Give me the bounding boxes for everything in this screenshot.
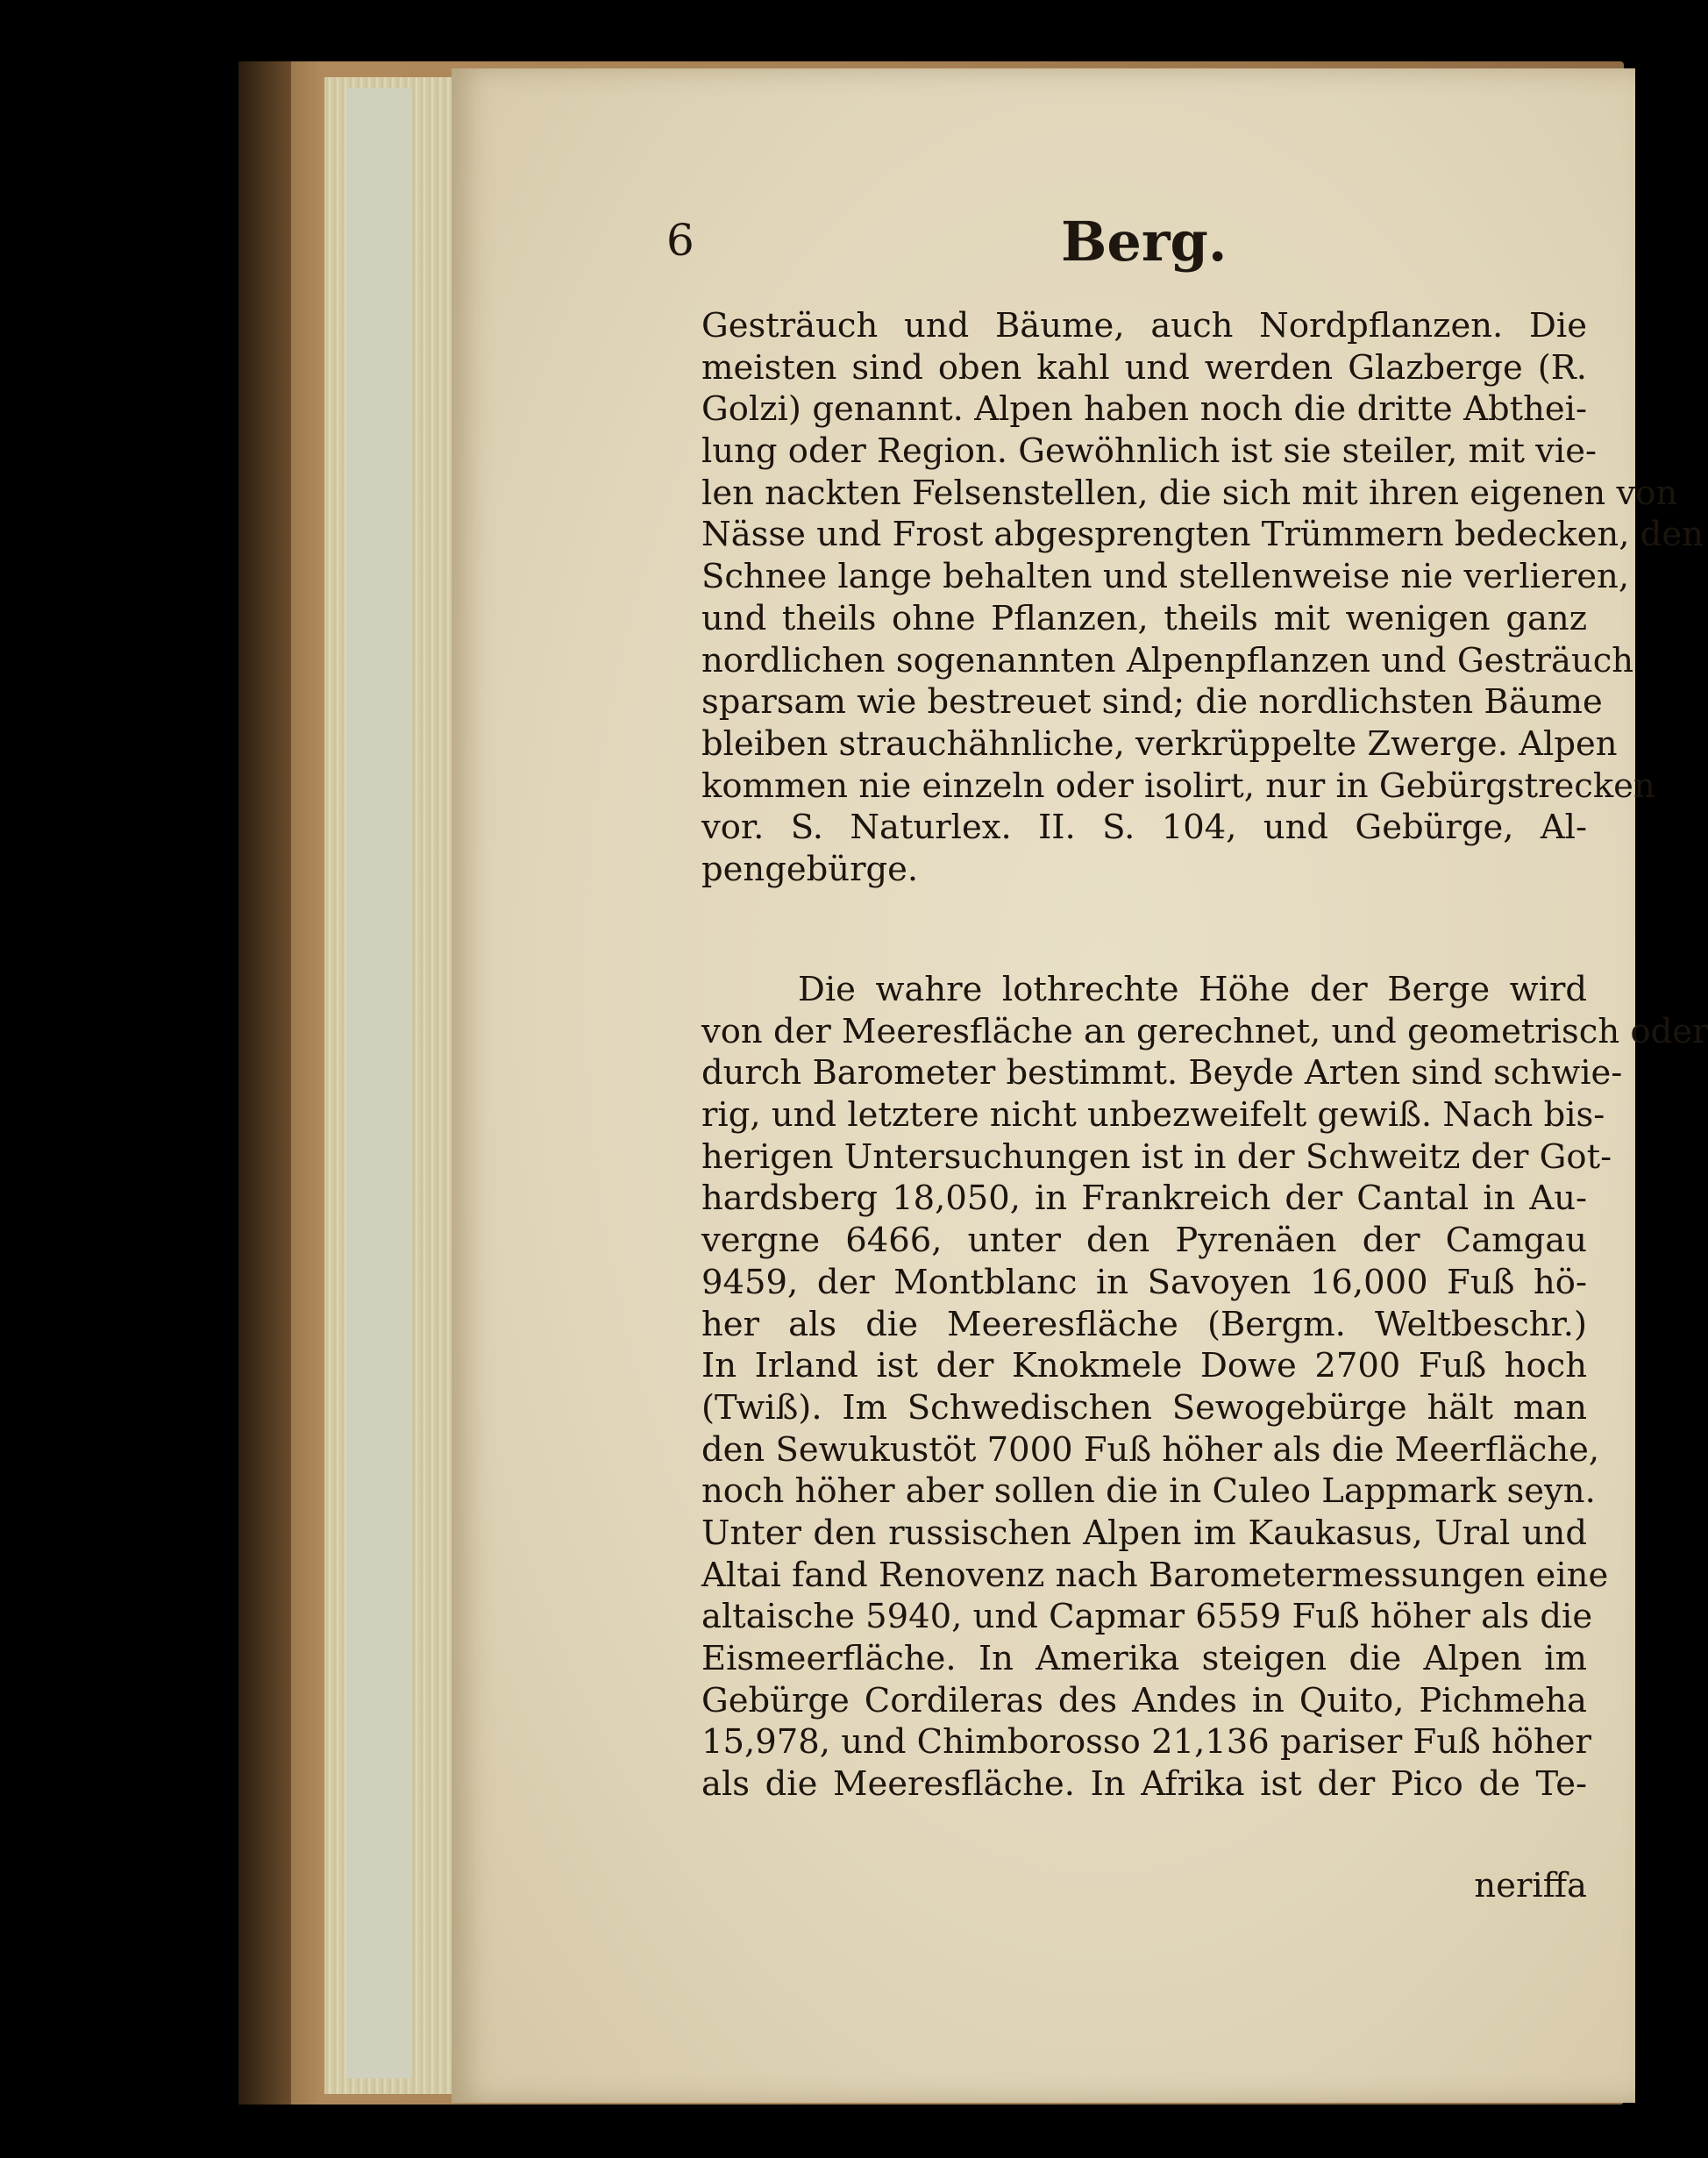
text-line: hardsberg 18,050, in Frankreich der Cantal in Au- [701, 1179, 1587, 1219]
text-line: vor. S. Naturlex. II. S. 104, und Gebürge, Al- [701, 808, 1587, 848]
book-spine [238, 61, 291, 2105]
text-line: durch Barometer bestimmt. Beyde Arten sind schwie- [701, 1053, 1623, 1093]
text-line: kommen nie einzeln oder isolirt, nur in Gebürgstrecken [701, 766, 1655, 806]
page-header [666, 210, 1578, 285]
text-line: von der Meeresfläche an gerechnet, und geometrisch oder [701, 1011, 1708, 1051]
text-line: 15,978, und Chimborosso 21,136 pariser Fuß höher [701, 1722, 1591, 1763]
text-line: bleiben strauchähnliche, verkrüppelte Zwerge. Alpen [701, 723, 1618, 764]
text-line: rig, und letztere nicht unbezweifelt gewiß. Nach bis- [701, 1095, 1605, 1136]
text-line: als die Meeresfläche. In Afrika ist der Pico de Te- [701, 1764, 1587, 1805]
flyleaf [346, 88, 412, 2078]
text-line: den Sewukustöt 7000 Fuß höher als die Meerfläche, [701, 1429, 1600, 1470]
text-line: nordlichen sogenannten Alpenpflanzen und Gesträuch [701, 640, 1634, 680]
paragraph-1 [701, 305, 1704, 891]
text-line: sparsam wie bestreuet sind; die nordlichsten Bäume [701, 682, 1603, 723]
text-line: len nackten Felsenstellen, die sich mit ihren eigenen von [701, 473, 1678, 513]
text-line: Altai fand Renovenz nach Barometermessungen eine [701, 1555, 1609, 1595]
text-line: lung oder Region. Gewöhnlich ist sie steiler, mit vie- [701, 431, 1598, 472]
text-line: Gesträuch und Bäume, auch Nordpflanzen. Die [701, 306, 1587, 345]
text-line: meisten sind oben kahl und werden Glazberge (R. [701, 347, 1587, 388]
running-head: Berg. [1061, 210, 1228, 274]
text-line: Unter den russischen Alpen im Kaukasus, Ural und [701, 1513, 1587, 1553]
text-line: her als die Meeresfläche (Bergm. Weltbeschr.) [701, 1304, 1587, 1344]
text-line: 9459, der Montblanc in Savoyen 16,000 Fuß hö- [701, 1262, 1587, 1302]
text-line: Schnee lange behalten und stellenweise nie verlieren, [701, 557, 1630, 597]
text-line: Nässe und Frost abgesprengten Trümmern bedecken, den [701, 515, 1704, 555]
page-number: 6 [666, 215, 694, 266]
catchword: neriffa [1474, 1866, 1587, 1905]
text-line: altaische 5940, und Capmar 6559 Fuß höher als die [701, 1597, 1593, 1637]
text-line: (Twiß). Im Schwedischen Sewogebürge hält man [701, 1387, 1587, 1428]
text-line: und theils ohne Pflanzen, theils mit wenigen ganz [701, 598, 1587, 638]
text-line: Eismeerfläche. In Amerika steigen die Alpen im [701, 1639, 1587, 1678]
text-line: pengebürge. [701, 849, 919, 889]
text-line: Gebürge Cordileras des Andes in Quito, Pichmeha [701, 1680, 1587, 1720]
text-line: noch höher aber sollen die in Culeo Lappmark seyn. [701, 1471, 1596, 1512]
text-line: In Irland ist der Knokmele Dowe 2700 Fuß hoch [701, 1346, 1587, 1386]
text-line: vergne 6466, unter den Pyrenäen der Camgau [701, 1221, 1587, 1261]
text-line: herigen Untersuchungen ist in der Schweitz der Got- [701, 1136, 1612, 1177]
text-line: Die wahre lothrechte Höhe der Berge wird [798, 970, 1587, 1009]
text-line: Golzi) genannt. Alpen haben noch die dritte Abthei- [701, 389, 1587, 430]
paragraph-2 [701, 969, 1708, 1805]
